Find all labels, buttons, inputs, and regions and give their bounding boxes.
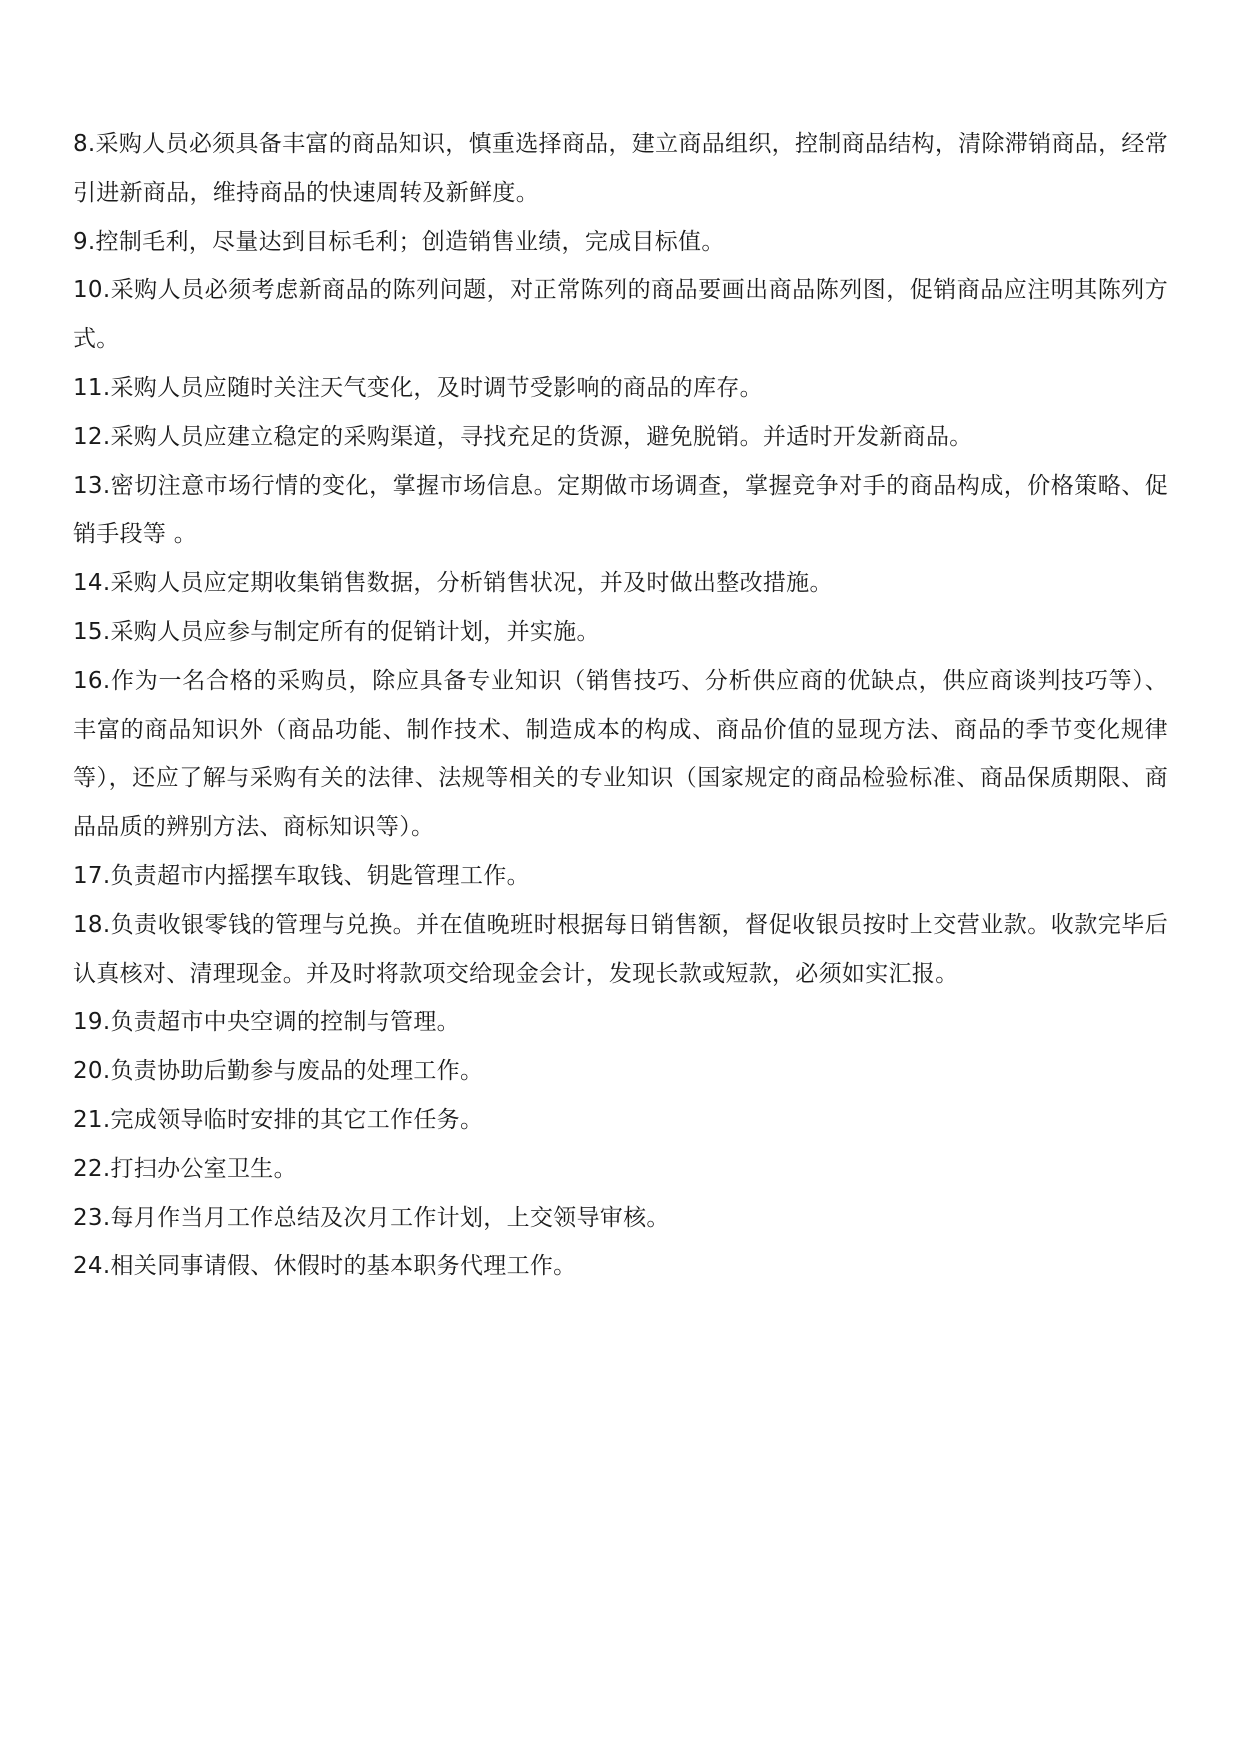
duty-item-14: 14.采购人员应定期收集销售数据，分析销售状况，并及时做出整改措施。 [73, 570, 833, 597]
duty-item-24: 24.相关同事请假、休假时的基本职务代理工作。 [73, 1253, 577, 1280]
duty-item-13: 13.密切注意市场行情的变化，掌握市场信息。定期做市场调查，掌握竞争对手的商品构成，价格策略、促销手段等 。 [73, 472, 1168, 548]
duty-item-20: 20.负责协助后勤参与废品的处理工作。 [73, 1058, 484, 1085]
duty-item-8: 8.采购人员必须具备丰富的商品知识，慎重选择商品，建立商品组织，控制商品结构，清除滞销商品，经常引进新商品，维持商品的快速周转及新鲜度。 [73, 131, 1168, 206]
duty-item-12: 12.采购人员应建立稳定的采购渠道，寻找充足的货源，避免脱销。并适时开发新商品。 [73, 423, 973, 450]
duty-item-19: 19.负责超市中央空调的控制与管理。 [73, 1009, 460, 1036]
duty-item-16: 16.作为一名合格的采购员，除应具备专业知识（销售技巧、分析供应商的优缺点，供应商谈判技巧等）、丰富的商品知识外（商品功能、制作技术、制造成本的构成、商品价值的显现方法、商品的季节变化规律等），还应了解与采购有关的法律、法规等相关的专业知识（国家规定的商品检验标准、商品保质期限、商品品质的辨别方法、商标知识等）。 [73, 667, 1168, 841]
duty-item-17: 17.负责超市内摇摆车取钱、钥匙管理工作。 [73, 862, 530, 889]
duty-item-10: 10.采购人员必须考虑新商品的陈列问题，对正常陈列的商品要画出商品陈列图，促销商品应注明其陈列方式。 [73, 277, 1168, 353]
duty-item-11: 11.采购人员应随时关注天气变化，及时调节受影响的商品的库存。 [73, 374, 763, 401]
duty-item-21: 21.完成领导临时安排的其它工作任务。 [73, 1106, 484, 1133]
duty-list [73, 120, 1168, 1291]
duty-item-22: 22.打扫办公室卫生。 [73, 1155, 297, 1182]
duty-item-15: 15.采购人员应参与制定所有的促销计划，并实施。 [73, 618, 600, 645]
duty-item-9: 9.控制毛利，尽量达到目标毛利；创造销售业绩，完成目标值。 [73, 228, 725, 255]
duty-item-23: 23.每月作当月工作总结及次月工作计划，上交领导审核。 [73, 1204, 670, 1231]
duty-item-18: 18.负责收银零钱的管理与兑换。并在值晚班时根据每日销售额，督促收银员按时上交营业款。收款完毕后认真核对、清理现金。并及时将款项交给现金会计，发现长款或短款，必须如实汇报。 [73, 911, 1168, 987]
